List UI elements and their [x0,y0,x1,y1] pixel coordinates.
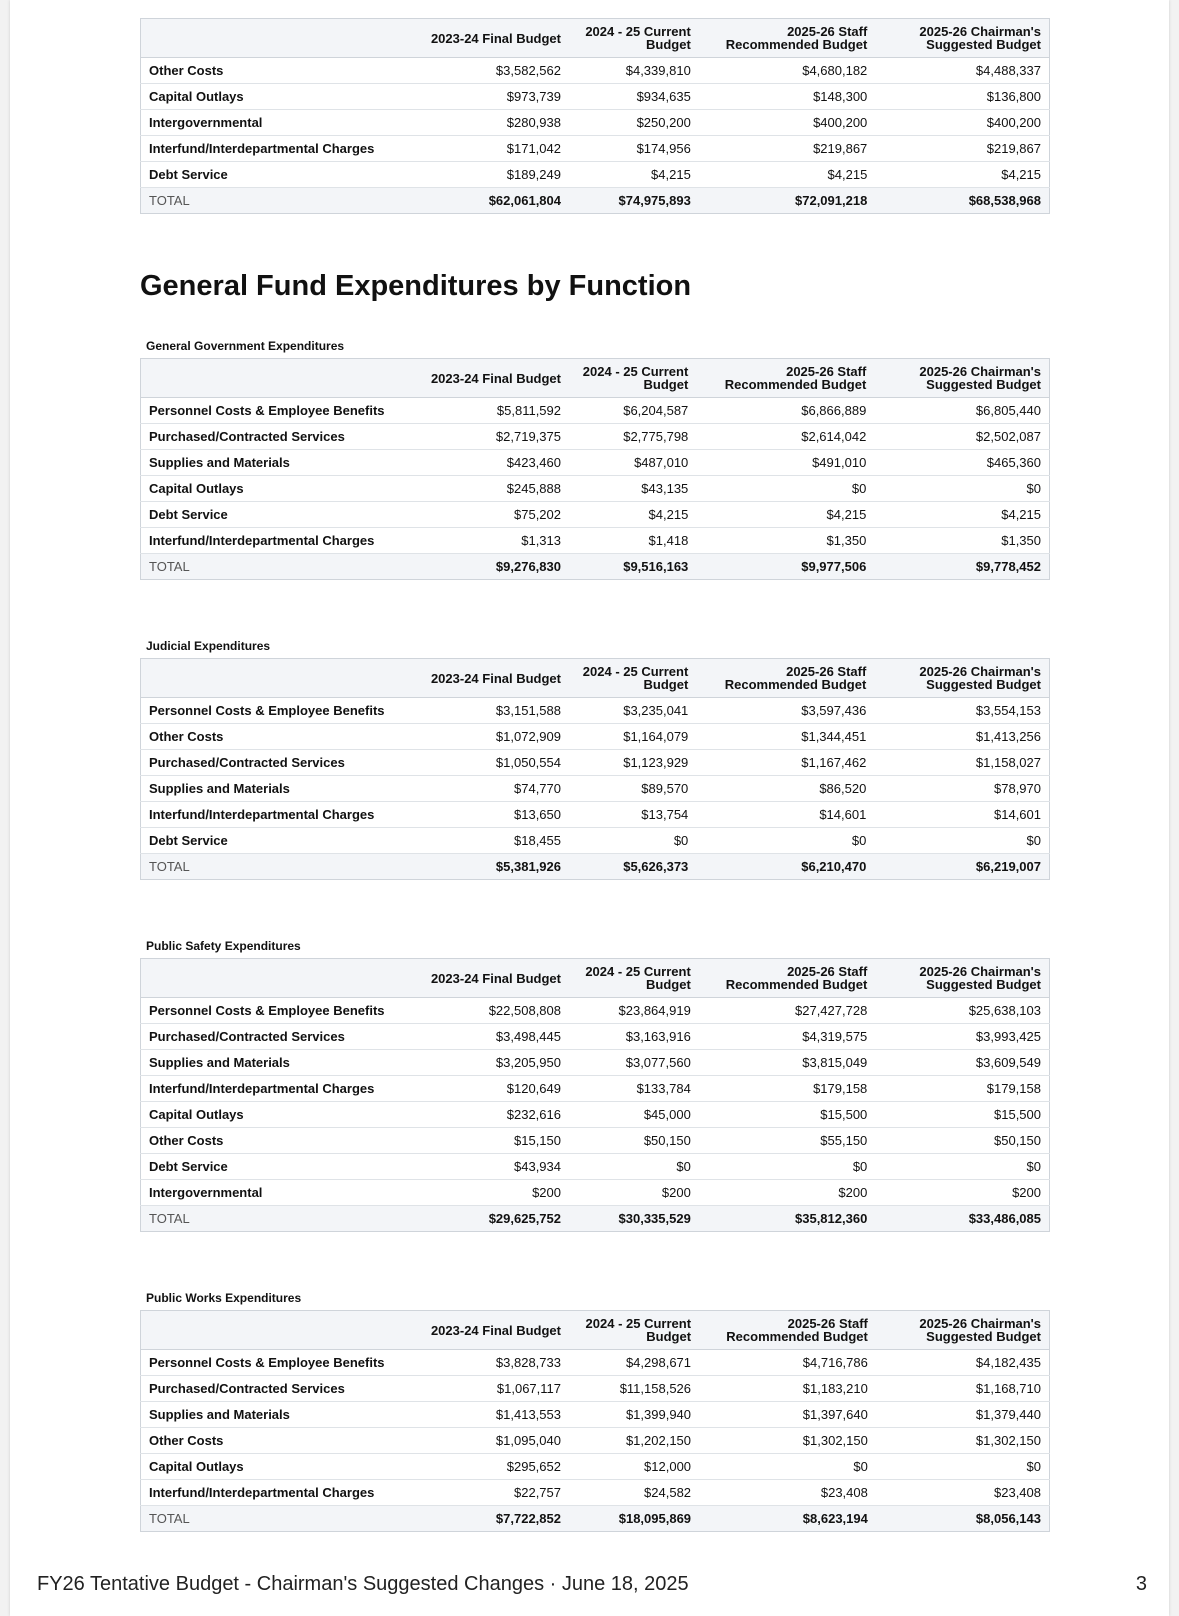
row-label: Supplies and Materials [141,1050,408,1076]
amount-cell: $1,067,117 [407,1376,569,1402]
table-row [141,1154,1050,1180]
amount-cell: $179,158 [699,1076,875,1102]
table-row [141,1402,1050,1428]
table-header-row [141,1311,1050,1350]
column-header [141,19,408,58]
amount-cell: $24,582 [569,1480,699,1506]
section-title: General Fund Expenditures by Function [140,270,692,302]
total-amount: $35,812,360 [699,1206,875,1232]
total-amount: $30,335,529 [569,1206,699,1232]
amount-cell: $6,204,587 [569,398,696,424]
table-body [141,398,1050,580]
footer-document-title: FY26 Tentative Budget - Chairman's Suggested Changes · June 18, 2025 [37,1573,689,1595]
column-header [141,1311,408,1350]
total-amount: $18,095,869 [569,1506,699,1532]
budget-table [140,658,1050,880]
table-header-row [141,659,1050,698]
section-spacer [140,580,1050,634]
amount-cell: $295,652 [407,1454,569,1480]
table-header-row [141,959,1050,998]
amount-cell: $3,205,950 [407,1050,569,1076]
amount-cell: $1,313 [407,528,569,554]
amount-cell: $487,010 [569,450,696,476]
amount-cell: $4,339,810 [569,58,699,84]
row-label: Intergovernmental [141,1180,408,1206]
row-label: Purchased/Contracted Services [141,750,408,776]
amount-cell: $6,805,440 [874,398,1049,424]
amount-cell: $200 [407,1180,569,1206]
amount-cell: $14,601 [874,802,1049,828]
expenditure-tables [140,334,1050,1532]
amount-cell: $23,408 [699,1480,876,1506]
amount-cell: $1,344,451 [696,724,874,750]
table-row [141,1180,1050,1206]
row-label: Capital Outlays [141,1102,408,1128]
amount-cell: $250,200 [569,110,699,136]
amount-cell: $4,215 [874,502,1049,528]
table-row [141,802,1050,828]
row-label: Interfund/Interdepartmental Charges [141,802,408,828]
column-header: 2024 - 25 Current Budget [569,659,696,698]
amount-cell: $280,938 [407,110,569,136]
column-header: 2025-26 Chairman's Suggested Budget [875,19,1049,58]
amount-cell: $0 [874,828,1049,854]
total-amount: $9,977,506 [696,554,874,580]
amount-cell: $133,784 [569,1076,699,1102]
row-label: Supplies and Materials [141,1402,408,1428]
amount-cell: $400,200 [875,110,1049,136]
total-amount: $7,722,852 [407,1506,569,1532]
amount-cell: $6,866,889 [696,398,874,424]
amount-cell: $2,775,798 [569,424,696,450]
amount-cell: $12,000 [569,1454,699,1480]
amount-cell: $23,408 [876,1480,1050,1506]
table-row [141,1102,1050,1128]
amount-cell: $1,302,150 [699,1428,876,1454]
amount-cell: $171,042 [407,136,569,162]
amount-cell: $0 [876,1454,1050,1480]
amount-cell: $25,638,103 [875,998,1049,1024]
table-row [141,110,1050,136]
column-header: 2025-26 Staff Recommended Budget [699,959,875,998]
amount-cell: $934,635 [569,84,699,110]
table-title: General Government Expenditures [146,339,345,353]
table-row [141,750,1050,776]
amount-cell: $189,249 [407,162,569,188]
amount-cell: $148,300 [699,84,875,110]
table-row [141,528,1050,554]
amount-cell: $4,215 [569,502,696,528]
amount-cell: $1,418 [569,528,696,554]
amount-cell: $2,719,375 [407,424,569,450]
total-label: TOTAL [141,1206,408,1232]
amount-cell: $3,235,041 [569,698,696,724]
table-row [141,450,1050,476]
column-header [141,659,408,698]
amount-cell: $4,215 [696,502,874,528]
table-row [141,1428,1050,1454]
amount-cell: $179,158 [875,1076,1049,1102]
table-body [141,998,1050,1232]
amount-cell: $174,956 [569,136,699,162]
amount-cell: $0 [874,476,1049,502]
amount-cell: $3,609,549 [875,1050,1049,1076]
amount-cell: $219,867 [699,136,875,162]
row-label: Other Costs [141,1128,408,1154]
amount-cell: $0 [569,828,696,854]
amount-cell: $0 [699,1154,875,1180]
total-amount: $72,091,218 [699,188,875,214]
total-amount: $8,623,194 [699,1506,876,1532]
column-header: 2025-26 Chairman's Suggested Budget [874,659,1049,698]
column-header: 2024 - 25 Current Budget [569,19,699,58]
amount-cell: $1,350 [874,528,1049,554]
amount-cell: $3,151,588 [407,698,569,724]
table-row [141,1024,1050,1050]
row-label: Interfund/Interdepartmental Charges [141,136,408,162]
column-header: 2023-24 Final Budget [407,959,569,998]
amount-cell: $4,716,786 [699,1350,876,1376]
amount-cell: $2,614,042 [696,424,874,450]
total-row [141,1506,1050,1532]
amount-cell: $3,163,916 [569,1024,699,1050]
total-amount: $5,626,373 [569,854,696,880]
amount-cell: $4,319,575 [699,1024,875,1050]
total-amount: $33,486,085 [875,1206,1049,1232]
total-amount: $68,538,968 [875,188,1049,214]
column-header [141,359,408,398]
amount-cell: $2,502,087 [874,424,1049,450]
row-label: Purchased/Contracted Services [141,1024,408,1050]
amount-cell: $1,399,940 [569,1402,699,1428]
row-label: Supplies and Materials [141,450,408,476]
amount-cell: $23,864,919 [569,998,699,1024]
amount-cell: $1,413,553 [407,1402,569,1428]
amount-cell: $13,754 [569,802,696,828]
table-row [141,58,1050,84]
amount-cell: $13,650 [407,802,569,828]
total-label: TOTAL [141,854,408,880]
amount-cell: $14,601 [696,802,874,828]
total-row [141,554,1050,580]
total-amount: $8,056,143 [876,1506,1050,1532]
amount-cell: $1,095,040 [407,1428,569,1454]
row-label: Capital Outlays [141,84,408,110]
table-row [141,1350,1050,1376]
row-label: Purchased/Contracted Services [141,1376,408,1402]
total-label: TOTAL [141,554,408,580]
table-row [141,1376,1050,1402]
amount-cell: $1,072,909 [407,724,569,750]
table-body [141,698,1050,880]
amount-cell: $4,182,435 [876,1350,1050,1376]
amount-cell: $4,215 [569,162,699,188]
total-amount: $9,516,163 [569,554,696,580]
amount-cell: $18,455 [407,828,569,854]
amount-cell: $86,520 [696,776,874,802]
amount-cell: $0 [699,1454,876,1480]
amount-cell: $3,582,562 [407,58,569,84]
amount-cell: $0 [875,1154,1049,1180]
table-header-row [141,359,1050,398]
amount-cell: $4,215 [699,162,875,188]
amount-cell: $232,616 [407,1102,569,1128]
table-row [141,1128,1050,1154]
amount-cell: $245,888 [407,476,569,502]
amount-cell: $1,183,210 [699,1376,876,1402]
amount-cell: $74,770 [407,776,569,802]
amount-cell: $22,508,808 [407,998,569,1024]
total-row [141,1206,1050,1232]
row-label: Capital Outlays [141,1454,408,1480]
table-row [141,1454,1050,1480]
amount-cell: $1,350 [696,528,874,554]
total-amount: $9,276,830 [407,554,569,580]
amount-cell: $3,993,425 [875,1024,1049,1050]
amount-cell: $423,460 [407,450,569,476]
row-label: Personnel Costs & Employee Benefits [141,398,408,424]
total-label: TOTAL [141,188,408,214]
amount-cell: $4,680,182 [699,58,875,84]
total-amount: $9,778,452 [874,554,1049,580]
amount-cell: $3,554,153 [874,698,1049,724]
amount-cell: $11,158,526 [569,1376,699,1402]
amount-cell: $200 [699,1180,875,1206]
table-title: Public Safety Expenditures [146,939,301,953]
column-header: 2023-24 Final Budget [407,1311,569,1350]
column-header: 2025-26 Chairman's Suggested Budget [876,1311,1050,1350]
total-amount: $74,975,893 [569,188,699,214]
amount-cell: $15,500 [875,1102,1049,1128]
table-row [141,724,1050,750]
column-header: 2023-24 Final Budget [407,359,569,398]
amount-cell: $50,150 [569,1128,699,1154]
row-label: Personnel Costs & Employee Benefits [141,698,408,724]
amount-cell: $1,164,079 [569,724,696,750]
amount-cell: $45,000 [569,1102,699,1128]
amount-cell: $1,123,929 [569,750,696,776]
budget-table [140,1310,1050,1532]
column-header: 2024 - 25 Current Budget [569,959,699,998]
table-row [141,1480,1050,1506]
table-row [141,1050,1050,1076]
amount-cell: $78,970 [874,776,1049,802]
table-body [141,1350,1050,1532]
row-label: Personnel Costs & Employee Benefits [141,998,408,1024]
document-page [10,0,1169,1616]
section-spacer [140,880,1050,934]
table-row [141,424,1050,450]
row-label: Debt Service [141,502,408,528]
budget-table [140,358,1050,580]
amount-cell: $75,202 [407,502,569,528]
column-header: 2025-26 Chairman's Suggested Budget [875,959,1049,998]
table-row [141,776,1050,802]
row-label: Purchased/Contracted Services [141,424,408,450]
table-row [141,136,1050,162]
amount-cell: $4,488,337 [875,58,1049,84]
row-label: Other Costs [141,58,408,84]
amount-cell: $400,200 [699,110,875,136]
table-title: Public Works Expenditures [146,1291,302,1305]
row-label: Debt Service [141,828,408,854]
amount-cell: $1,050,554 [407,750,569,776]
column-header: 2023-24 Final Budget [407,19,569,58]
section-spacer [140,1232,1050,1286]
amount-cell: $491,010 [696,450,874,476]
page-footer [37,1573,1147,1603]
amount-cell: $3,597,436 [696,698,874,724]
amount-cell: $4,215 [875,162,1049,188]
amount-cell: $3,815,049 [699,1050,875,1076]
total-label: TOTAL [141,1506,408,1532]
amount-cell: $55,150 [699,1128,875,1154]
amount-cell: $1,397,640 [699,1402,876,1428]
row-label: Capital Outlays [141,476,408,502]
amount-cell: $0 [696,828,874,854]
amount-cell: $15,150 [407,1128,569,1154]
amount-cell: $3,498,445 [407,1024,569,1050]
row-label: Supplies and Materials [141,776,408,802]
budget-table [140,958,1050,1232]
row-label: Intergovernmental [141,110,408,136]
amount-cell: $1,413,256 [874,724,1049,750]
table-title: Judicial Expenditures [146,639,271,653]
table-row [141,828,1050,854]
amount-cell: $50,150 [875,1128,1049,1154]
table-row [141,698,1050,724]
amount-cell: $1,302,150 [876,1428,1050,1454]
budget-table-summary [140,18,1050,214]
amount-cell: $5,811,592 [407,398,569,424]
amount-cell: $3,077,560 [569,1050,699,1076]
amount-cell: $200 [569,1180,699,1206]
column-header: 2023-24 Final Budget [407,659,569,698]
row-label: Interfund/Interdepartmental Charges [141,1480,408,1506]
page-number: 3 [1135,1573,1147,1595]
amount-cell: $22,757 [407,1480,569,1506]
amount-cell: $3,828,733 [407,1350,569,1376]
amount-cell: $219,867 [875,136,1049,162]
amount-cell: $973,739 [407,84,569,110]
row-label: Interfund/Interdepartmental Charges [141,528,408,554]
row-label: Personnel Costs & Employee Benefits [141,1350,408,1376]
column-header: 2024 - 25 Current Budget [569,359,696,398]
amount-cell: $1,158,027 [874,750,1049,776]
amount-cell: $43,934 [407,1154,569,1180]
column-header [141,959,408,998]
amount-cell: $465,360 [874,450,1049,476]
amount-cell: $43,135 [569,476,696,502]
total-amount: $6,210,470 [696,854,874,880]
table-row [141,502,1050,528]
amount-cell: $4,298,671 [569,1350,699,1376]
page-content [140,18,1050,1532]
table-row [141,998,1050,1024]
column-header: 2025-26 Staff Recommended Budget [696,359,874,398]
row-label: Debt Service [141,162,408,188]
column-header: 2025-26 Chairman's Suggested Budget [874,359,1049,398]
total-amount: $6,219,007 [874,854,1049,880]
amount-cell: $1,167,462 [696,750,874,776]
table-body [141,58,1050,214]
amount-cell: $136,800 [875,84,1049,110]
total-row [141,188,1050,214]
amount-cell: $15,500 [699,1102,875,1128]
amount-cell: $200 [875,1180,1049,1206]
amount-cell: $89,570 [569,776,696,802]
row-label: Interfund/Interdepartmental Charges [141,1076,408,1102]
total-amount: $5,381,926 [407,854,569,880]
row-label: Debt Service [141,1154,408,1180]
column-header: 2025-26 Staff Recommended Budget [696,659,874,698]
column-header: 2024 - 25 Current Budget [569,1311,699,1350]
table-row [141,84,1050,110]
amount-cell: $120,649 [407,1076,569,1102]
column-header: 2025-26 Staff Recommended Budget [699,19,875,58]
table-row [141,162,1050,188]
row-label: Other Costs [141,1428,408,1454]
column-header: 2025-26 Staff Recommended Budget [699,1311,876,1350]
amount-cell: $1,379,440 [876,1402,1050,1428]
amount-cell: $1,202,150 [569,1428,699,1454]
amount-cell: $0 [569,1154,699,1180]
amount-cell: $0 [696,476,874,502]
total-amount: $62,061,804 [407,188,569,214]
table-header-row [141,19,1050,58]
table-row [141,398,1050,424]
amount-cell: $1,168,710 [876,1376,1050,1402]
table-row [141,476,1050,502]
total-row [141,854,1050,880]
total-amount: $29,625,752 [407,1206,569,1232]
table-row [141,1076,1050,1102]
amount-cell: $27,427,728 [699,998,875,1024]
row-label: Other Costs [141,724,408,750]
